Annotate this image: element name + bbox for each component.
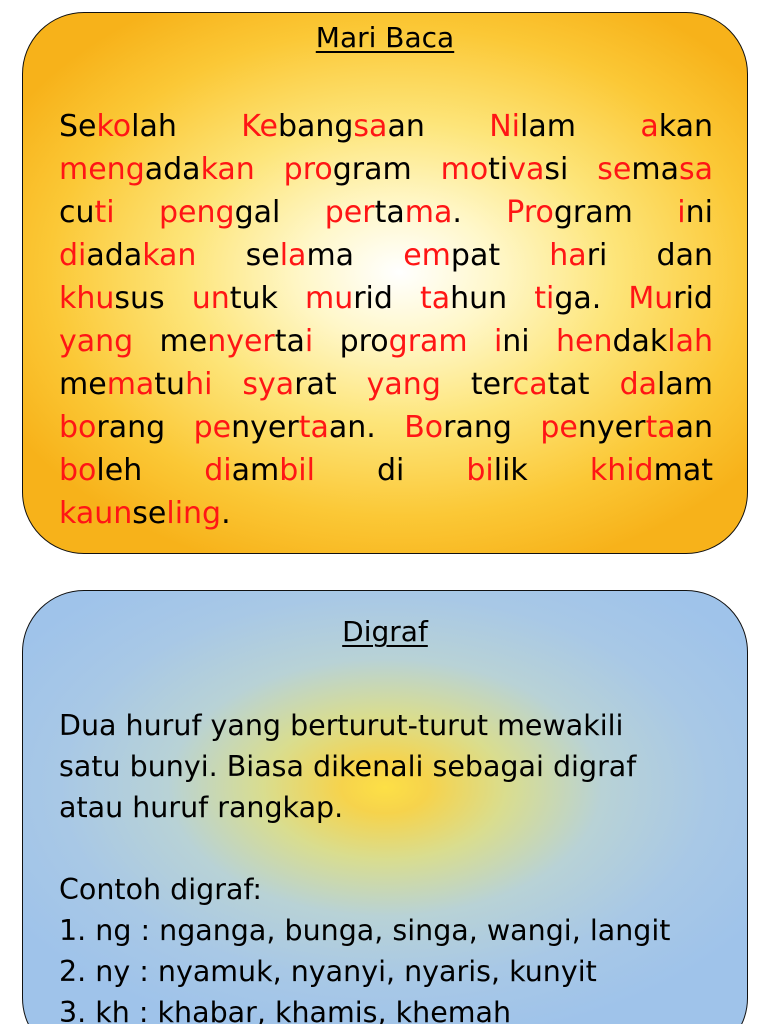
passage-word: program	[339, 324, 468, 359]
passage-line	[59, 234, 713, 277]
examples-list	[59, 910, 739, 1024]
passage-word: penyertaan.	[193, 410, 376, 445]
passage-word: dalam	[619, 367, 713, 402]
passage-word: tahun	[419, 281, 508, 316]
passage-word: khusus	[59, 281, 165, 316]
passage-word: selama	[245, 238, 355, 273]
passage-word: Nilam	[489, 109, 576, 144]
list-item: 1. ng : nganga, bunga, singa, wangi, langit	[59, 914, 671, 947]
passage-line	[59, 148, 713, 191]
passage-word: Program	[506, 195, 633, 230]
passage-word: pertama.	[324, 195, 462, 230]
passage-word: diambil	[204, 453, 315, 488]
passage-word: dan	[656, 238, 713, 273]
passage-word: ini	[493, 324, 530, 359]
passage-word: diadakan	[59, 238, 197, 273]
passage-word: Kebangsaan	[241, 109, 425, 144]
passage-word: motivasi	[440, 152, 569, 187]
definition-line: Dua huruf yang berturut-turut mewakili	[59, 709, 624, 742]
passage-line	[59, 449, 713, 492]
passage-line	[59, 191, 713, 234]
passage-word: program	[283, 152, 412, 187]
passage-word: yang	[59, 324, 134, 359]
passage-word: mengadakan	[59, 152, 255, 187]
passage-word: Sekolah	[59, 109, 177, 144]
passage-word: penyertaan	[540, 410, 713, 445]
passage-word: murid	[304, 281, 393, 316]
examples-heading: Contoh digraf:	[59, 873, 263, 906]
list-item: 2. ny : nyamuk, nyanyi, nyaris, kunyit	[59, 955, 597, 988]
passage-line	[59, 105, 713, 148]
passage-word: yang	[366, 367, 441, 402]
list-item: 3. kh : khabar, khamis, khemah	[59, 996, 512, 1024]
passage-word: akan	[640, 109, 713, 144]
passage-word: hari	[549, 238, 608, 273]
digraph-card-title: Digraf	[342, 615, 428, 648]
passage-word: Murid	[628, 281, 713, 316]
passage-line	[59, 363, 713, 406]
passage-word: untuk	[191, 281, 278, 316]
passage-word: empat	[403, 238, 501, 273]
passage-word: tiga.	[534, 281, 602, 316]
passage-line	[59, 277, 713, 320]
passage-word: khidmat	[589, 453, 713, 488]
passage-word: tercatat	[470, 367, 590, 402]
passage-word: Borang	[404, 410, 512, 445]
reading-passage	[59, 105, 713, 535]
definition-line: atau huruf rangkap.	[59, 791, 344, 824]
reading-card-title: Mari Baca	[315, 21, 455, 54]
definition-line: satu bunyi. Biasa dikenali sebagai digraf	[59, 750, 637, 783]
passage-word: kaunseling.	[59, 496, 231, 531]
passage-line	[59, 320, 713, 363]
passage-word: bilik	[466, 453, 528, 488]
passage-word: syarat	[242, 367, 337, 402]
digraph-card	[22, 590, 748, 1024]
passage-line	[59, 406, 713, 449]
passage-word: menyertai	[159, 324, 314, 359]
digraph-body	[59, 705, 739, 1024]
passage-word: cuti	[59, 195, 115, 230]
passage-word: hendaklah	[555, 324, 713, 359]
passage-word: borang	[59, 410, 166, 445]
passage-word: ini	[677, 195, 713, 230]
reading-card	[22, 12, 748, 554]
passage-line	[59, 492, 713, 535]
passage-word: penggal	[159, 195, 281, 230]
passage-word: mematuhi	[59, 367, 213, 402]
passage-word: semasa	[597, 152, 713, 187]
passage-word: di	[376, 453, 405, 488]
passage-word: boleh	[59, 453, 143, 488]
